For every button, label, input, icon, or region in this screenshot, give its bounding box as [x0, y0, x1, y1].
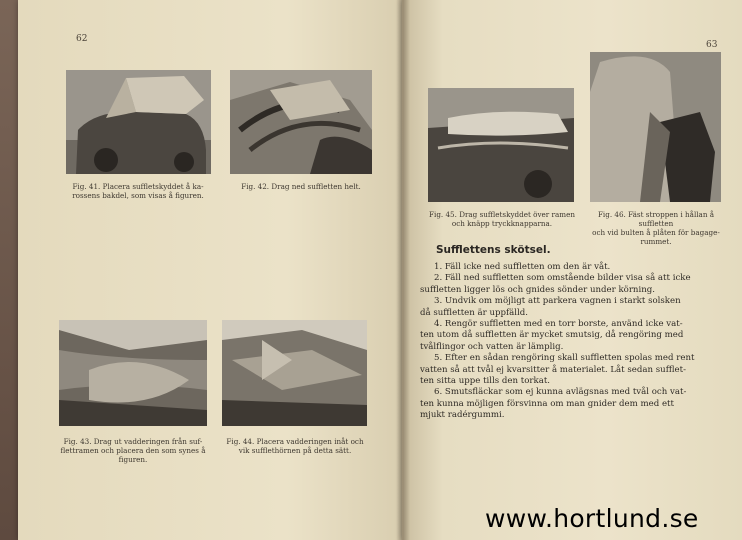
- instruction-item: [420, 353, 726, 387]
- figure-45-photo: [428, 88, 574, 202]
- instruction-line: ten kunna möjligen försvinna om man gnider dem med ett: [420, 398, 674, 409]
- care-instructions-list: [420, 262, 726, 422]
- caption-line: Fig. 43. Drag ut vadderingen från suf-: [63, 437, 203, 446]
- caption-line: Fig. 44. Placera vadderingen inåt och: [226, 437, 364, 446]
- figure-46-caption: [586, 210, 726, 246]
- caption-line: Fig. 42. Drag ned suffletten helt.: [241, 182, 361, 191]
- instruction-line: då suffletten är uppfälld.: [420, 307, 529, 318]
- instruction-line: mjukt radérgummi.: [420, 410, 505, 421]
- section-title: Sufflettens skötsel.: [436, 244, 551, 256]
- instruction-line: 1. Fäll icke ned suffletten om den är våt.: [434, 262, 611, 272]
- figure-46-photo: [590, 52, 721, 202]
- figure-42-caption: [228, 182, 374, 191]
- instruction-item: [420, 273, 726, 296]
- instruction-line: vatten så att tvål ej kvarsitter å materialet. Låt sedan sufflet-: [420, 364, 686, 375]
- figure-42-photo: [230, 70, 372, 174]
- instruction-line: 4. Rengör suffletten med en torr borste, använd icke vat-: [434, 319, 683, 330]
- instruction-line: suffletten ligger lös och gnides sönder under körning.: [420, 284, 655, 295]
- instruction-line: 2. Fäll ned suffletten som omstående bilder visa så att icke: [434, 273, 691, 284]
- book-gutter: [396, 0, 410, 540]
- figure-41-photo: [66, 70, 211, 174]
- caption-line: Fig. 45. Drag suffletskyddet över ramen: [429, 210, 575, 219]
- instruction-line: tvålflingor och vatten är lämplig.: [420, 341, 564, 352]
- left-page-number: 62: [76, 34, 88, 44]
- right-page-number: 63: [706, 40, 718, 50]
- figure-41-caption: [62, 182, 214, 200]
- instruction-item: [420, 319, 726, 353]
- figure-43-caption: [54, 437, 212, 464]
- watermark-text: www.hortlund.se: [485, 504, 699, 533]
- figure-44-caption: [220, 437, 370, 455]
- caption-line: Fig. 46. Fäst stroppen i hållan å suffletten: [597, 210, 715, 228]
- instruction-item: [420, 387, 726, 421]
- instruction-line: 3. Undvik om möjligt att parkera vagnen i starkt solsken: [434, 296, 681, 307]
- instruction-item: [420, 262, 726, 273]
- caption-line: och knäpp tryckknapparna.: [451, 219, 553, 228]
- caption-line: vik sufflethörnen på detta sätt.: [238, 446, 352, 455]
- caption-line: rummet.: [640, 237, 672, 246]
- caption-line: rossens bakdel, som visas å figuren.: [72, 191, 204, 200]
- caption-line: och vid bulten å plåten för bagage-: [592, 228, 720, 237]
- instruction-line: 6. Smutsfläckar som ej kunna avlägsnas med tvål och vat-: [434, 387, 687, 398]
- caption-line: flettramen och placera den som synes å: [60, 446, 206, 455]
- instruction-line: 5. Efter en sådan rengöring skall suffletten spolas med rent: [434, 353, 695, 364]
- figure-43-photo: [59, 320, 207, 426]
- caption-line: figuren.: [118, 455, 148, 464]
- instruction-line: ten utom då suffletten är mycket smutsig, då rengöring med: [420, 330, 684, 341]
- caption-line: Fig. 41. Placera suffletskyddet å ka-: [72, 182, 204, 191]
- instruction-line: ten sitta uppe tills den torkat.: [420, 376, 551, 387]
- instruction-item: [420, 296, 726, 319]
- figure-44-photo: [222, 320, 367, 426]
- figure-45-caption: [424, 210, 580, 228]
